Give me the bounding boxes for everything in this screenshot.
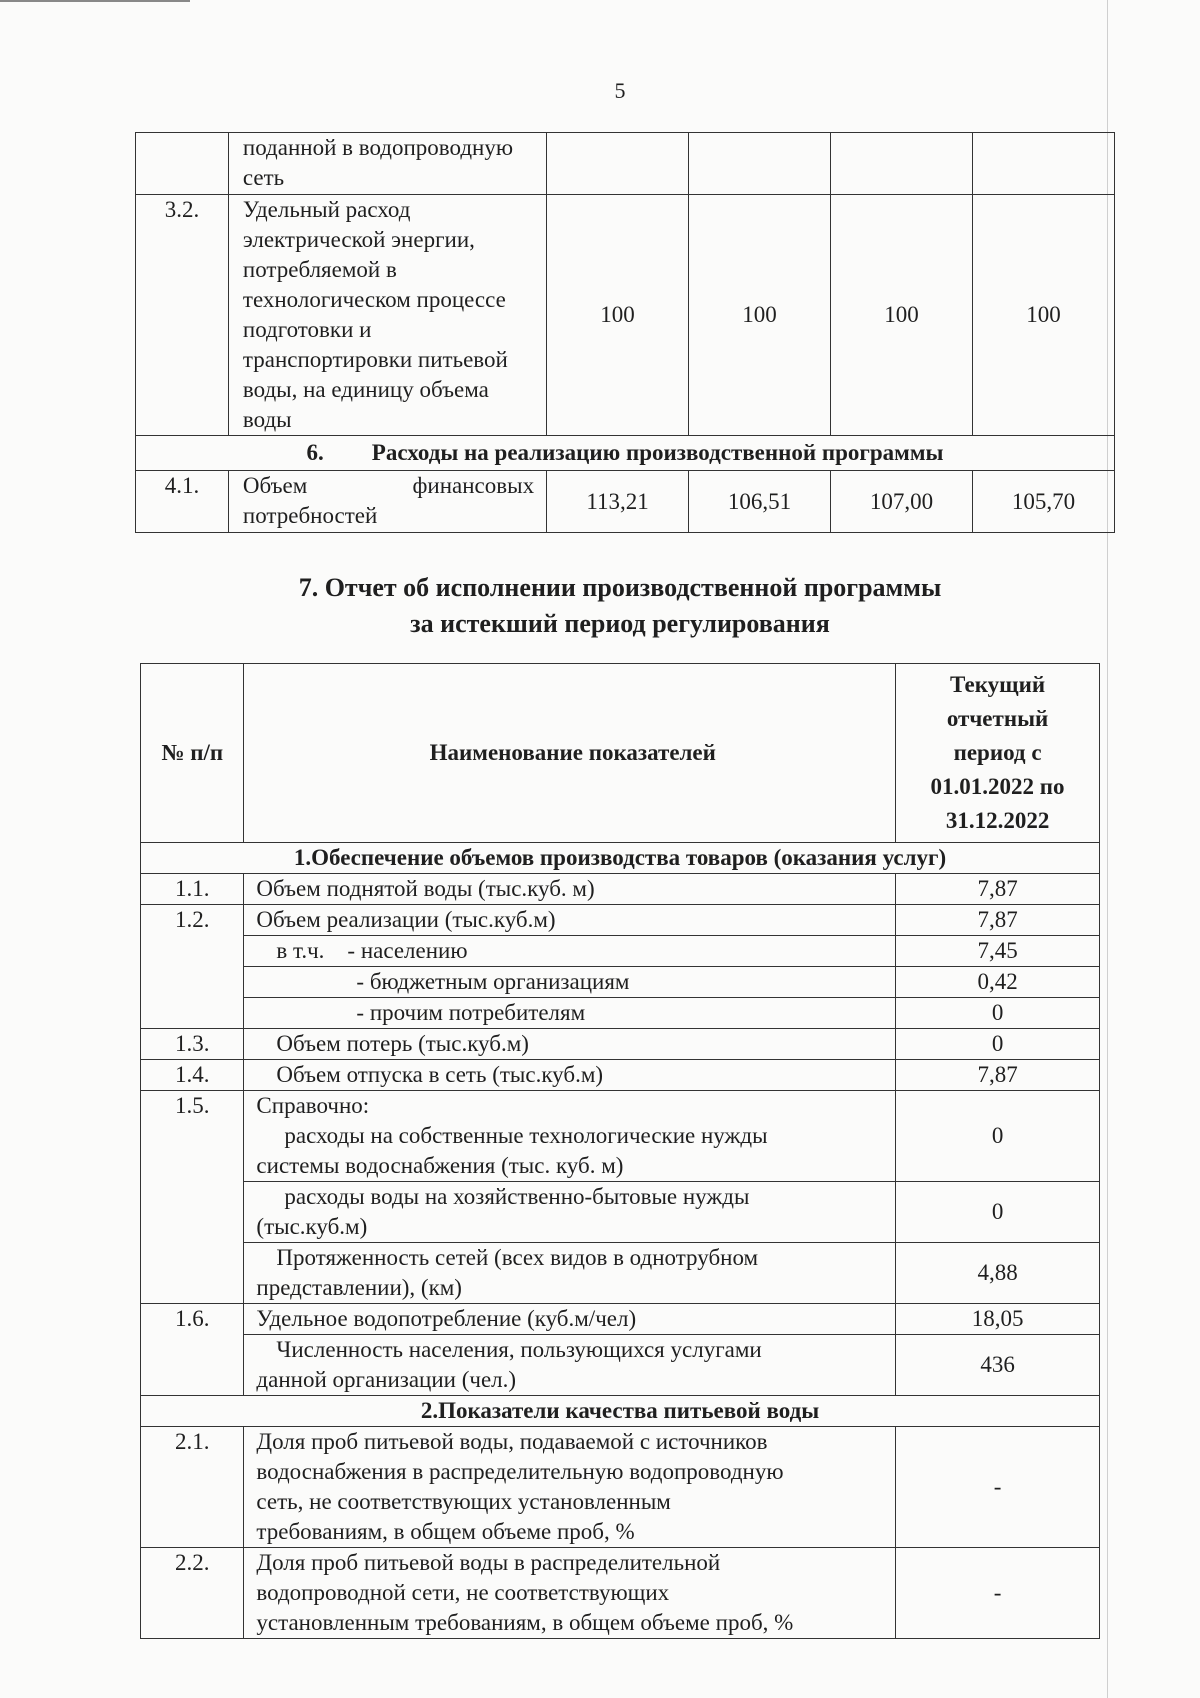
- row-number: 1.6.: [141, 1304, 244, 1396]
- row-name-text: Доля проб питьевой воды в распределительной: [256, 1550, 721, 1575]
- header-period-line: 01.01.2022 по: [930, 774, 1065, 799]
- row-name-text: системы водоснабжения (тыс. куб. м): [256, 1153, 624, 1178]
- row-number: 1.2.: [141, 905, 244, 1029]
- row-value: 113,21: [547, 471, 689, 533]
- row-name-part: потребностей: [242, 503, 378, 528]
- row-value: [547, 133, 689, 195]
- row-value: 7,87: [896, 1060, 1100, 1091]
- row-name-text: Объем отпуска в сеть (тыс.куб.м): [276, 1062, 604, 1087]
- table-row: [136, 195, 1115, 436]
- table-row: [141, 1548, 1100, 1639]
- header-period-line: период с: [953, 740, 1042, 765]
- row-value: 7,87: [896, 905, 1100, 936]
- row-number: 1.4.: [141, 1060, 244, 1091]
- row-name-text: Объем потерь (тыс.куб.м): [276, 1031, 529, 1056]
- row-name-text: Протяженность сетей (всех видов в однотрубном: [276, 1245, 759, 1270]
- table-row: [141, 1427, 1100, 1548]
- page-number: 5: [614, 78, 626, 103]
- row-value: 0: [896, 1091, 1100, 1182]
- row-value: 100: [547, 195, 689, 436]
- row-name-text: установленным требованиям, в общем объеме проб, %: [256, 1610, 794, 1635]
- row-name-text: требованиям, в общем объеме проб, %: [256, 1519, 635, 1544]
- ref-label: Справочно:: [256, 1093, 370, 1118]
- header-period-line: Текущий: [950, 672, 1046, 697]
- row-name: [244, 967, 896, 998]
- table-row: [141, 1304, 1100, 1335]
- header-row: [141, 664, 1100, 843]
- table-row: [141, 874, 1100, 905]
- row-number: 2.1.: [141, 1427, 244, 1548]
- row-name-text: - бюджетным организациям: [356, 969, 630, 994]
- row-name: [244, 1182, 896, 1243]
- row-name: Удельный расход электрической энергии, потребляемой в технологическом процессе подготовки и транспортировки питьевой воды, на единицу объема воды: [228, 195, 546, 436]
- section-number: 6.: [306, 440, 324, 465]
- row-name-part: финансовых: [412, 473, 535, 498]
- header-period: [896, 664, 1100, 843]
- row-value: -: [896, 1548, 1100, 1639]
- row-name-text: представлении), (км): [256, 1275, 462, 1300]
- header-name: Наименование показателей: [244, 664, 896, 843]
- header-period-line: 31.12.2022: [945, 808, 1050, 833]
- row-name: [244, 1243, 896, 1304]
- row-value: -: [896, 1427, 1100, 1548]
- row-number: 2.2.: [141, 1548, 244, 1639]
- row-name-text: расходы воды на хозяйственно-бытовые нужды: [284, 1184, 750, 1209]
- section-heading: 2.Показатели качества питьевой воды: [141, 1396, 1100, 1427]
- table-row: [136, 471, 1115, 533]
- row-number: 1.1.: [141, 874, 244, 905]
- row-value: 105,70: [972, 471, 1114, 533]
- row-value: 7,87: [896, 874, 1100, 905]
- row-number: 3.2.: [136, 195, 229, 436]
- scan-mark: [0, 0, 190, 2]
- row-value: 0: [896, 1029, 1100, 1060]
- row-name: [244, 1335, 896, 1396]
- report-title-line: за истекший период регулирования: [410, 609, 830, 638]
- row-name: Удельное водопотребление (куб.м/чел): [244, 1304, 896, 1335]
- row-value: [689, 133, 831, 195]
- row-name: [244, 936, 896, 967]
- row-number: 1.3.: [141, 1029, 244, 1060]
- row-name-text: Численность населения, пользующихся услугами: [276, 1337, 762, 1362]
- row-number: [136, 133, 229, 195]
- report-title-line: 7. Отчет об исполнении производственной программы: [298, 573, 942, 602]
- section-row: [141, 843, 1100, 874]
- row-value: 436: [896, 1335, 1100, 1396]
- top-table: [135, 132, 1115, 533]
- row-name: [244, 1091, 896, 1182]
- table-row: [141, 1060, 1100, 1091]
- row-value: 100: [689, 195, 831, 436]
- row-name-text: расходы на собственные технологические нужды: [284, 1123, 768, 1148]
- row-name: [244, 1427, 896, 1548]
- row-value: 0: [896, 998, 1100, 1029]
- row-name-part: Объем: [242, 473, 308, 498]
- row-name-text: водопроводной сети, не соответствующих: [256, 1580, 670, 1605]
- report-title: [0, 570, 1200, 642]
- row-value: [831, 133, 973, 195]
- table-row: [141, 1243, 1100, 1304]
- row-name: поданной в водопроводную сеть: [228, 133, 546, 195]
- section-row: [136, 436, 1115, 471]
- table-row: [141, 1182, 1100, 1243]
- row-value: [972, 133, 1114, 195]
- header-number: № п/п: [141, 664, 244, 843]
- row-value: 4,88: [896, 1243, 1100, 1304]
- table-row: [141, 1029, 1100, 1060]
- row-name: [244, 1060, 896, 1091]
- table-row: [141, 936, 1100, 967]
- row-name: [244, 1548, 896, 1639]
- row-name: Объем реализации (тыс.куб.м): [244, 905, 896, 936]
- section-heading: [136, 436, 1115, 471]
- row-value: 100: [831, 195, 973, 436]
- row-name-text: - прочим потребителям: [356, 1000, 586, 1025]
- header-period-line: отчетный: [946, 706, 1049, 731]
- row-name-text: в т.ч. - населению: [276, 938, 468, 963]
- row-value: 100: [972, 195, 1114, 436]
- row-value: 106,51: [689, 471, 831, 533]
- section-row: [141, 1396, 1100, 1427]
- row-value: 0: [896, 1182, 1100, 1243]
- row-value: 107,00: [831, 471, 973, 533]
- table-row: [141, 905, 1100, 936]
- report-table: [140, 663, 1100, 1639]
- table-row: [141, 967, 1100, 998]
- table-row: [136, 133, 1115, 195]
- row-name: Объем поднятой воды (тыс.куб. м): [244, 874, 896, 905]
- row-name-text: данной организации (чел.): [256, 1367, 517, 1392]
- row-name-text: (тыс.куб.м): [256, 1214, 368, 1239]
- section-heading: 1.Обеспечение объемов производства товаров (оказания услуг): [141, 843, 1100, 874]
- table-row: [141, 1335, 1100, 1396]
- row-number: 4.1.: [136, 471, 229, 533]
- row-number: 1.5.: [141, 1091, 244, 1304]
- row-name-text: сеть, не соответствующих установленным: [256, 1489, 671, 1514]
- table-row: [141, 998, 1100, 1029]
- row-name-text: водоснабжения в распределительную водопроводную: [256, 1459, 784, 1484]
- row-value: 18,05: [896, 1304, 1100, 1335]
- section-title: Расходы на реализацию производственной программы: [371, 440, 944, 465]
- row-value: 7,45: [896, 936, 1100, 967]
- row-name-text: Доля проб питьевой воды, подаваемой с источников: [256, 1429, 768, 1454]
- row-name: [228, 471, 546, 533]
- row-name: [244, 998, 896, 1029]
- row-name: [244, 1029, 896, 1060]
- table-row: [141, 1091, 1100, 1182]
- row-value: 0,42: [896, 967, 1100, 998]
